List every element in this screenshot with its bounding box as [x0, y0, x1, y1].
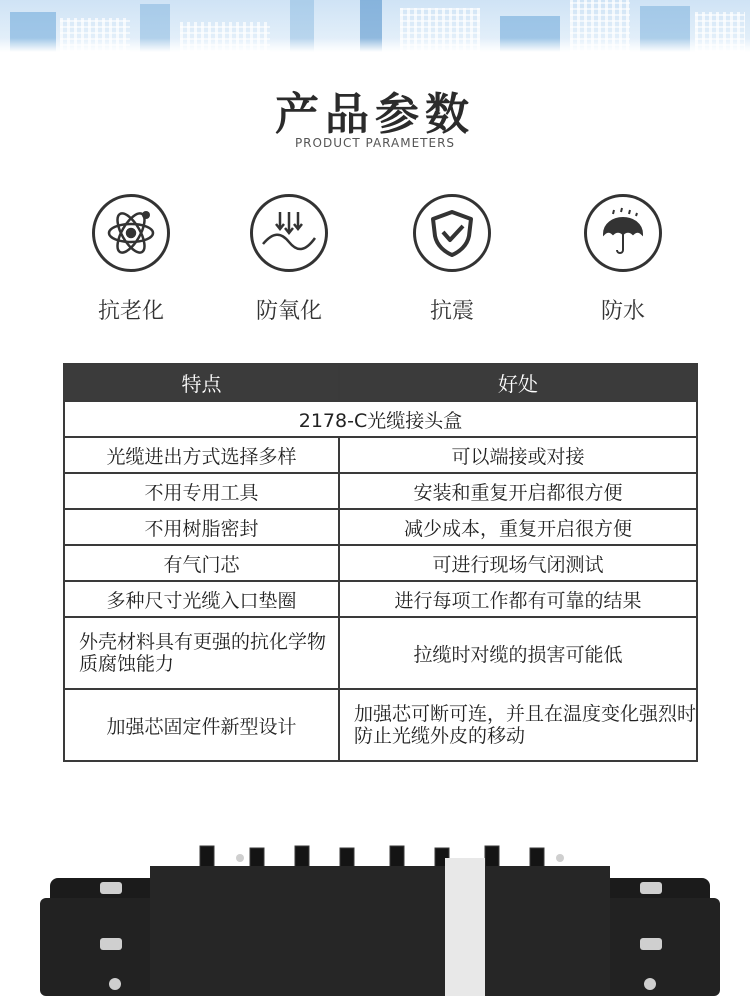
- header-banner: [0, 0, 750, 52]
- feature-cell: 不用树脂密封: [64, 509, 339, 545]
- feature-label: 抗老化: [97, 299, 164, 324]
- feature-anti-aging: [86, 194, 176, 325]
- wave-arrows-icon: [250, 194, 328, 272]
- table-model-row: [64, 401, 697, 437]
- feature-label: 防氧化: [255, 299, 322, 324]
- benefit-cell: 加强芯可断可连，并且在温度变化强烈时防止光缆外皮的移动: [339, 689, 697, 761]
- benefit-cell: 可以端接或对接: [339, 437, 697, 473]
- table-row: [64, 581, 697, 617]
- table-row: [64, 617, 697, 689]
- feature-waterproof: [578, 194, 668, 325]
- model-name: 2178-C光缆接头盒: [64, 401, 697, 437]
- column-header-benefit: 好处: [339, 364, 697, 401]
- benefit-cell: 进行每项工作都有可靠的结果: [339, 581, 697, 617]
- spec-table: [63, 363, 698, 762]
- atom-icon: [92, 194, 170, 272]
- benefit-cell: 安装和重复开启都很方便: [339, 473, 697, 509]
- table-row: [64, 473, 697, 509]
- table-row: [64, 509, 697, 545]
- product-image: [40, 838, 720, 996]
- feature-cell: 有气门芯: [64, 545, 339, 581]
- benefit-cell: 可进行现场气闭测试: [339, 545, 697, 581]
- umbrella-rain-icon: [584, 194, 662, 272]
- feature-cell: 光缆进出方式选择多样: [64, 437, 339, 473]
- shield-check-icon: [413, 194, 491, 272]
- table-row: [64, 437, 697, 473]
- column-header-feature: 特点: [64, 364, 339, 401]
- feature-anti-oxidation: [244, 194, 334, 325]
- feature-cell: 不用专用工具: [64, 473, 339, 509]
- page-subtitle: PRODUCT PARAMETERS: [294, 136, 456, 150]
- table-row: [64, 545, 697, 581]
- benefit-cell: 减少成本，重复开启很方便: [339, 509, 697, 545]
- table-header-row: [64, 364, 697, 401]
- feature-cell: 多种尺寸光缆入口垫圈: [64, 581, 339, 617]
- benefit-cell: 拉缆时对缆的损害可能低: [339, 617, 697, 689]
- feature-shock-resistant: [407, 194, 497, 325]
- feature-cell: 加强芯固定件新型设计: [64, 689, 339, 761]
- feature-cell: 外壳材料具有更强的抗化学物质腐蚀能力: [64, 617, 339, 689]
- page-title: 产品参数: [275, 89, 475, 140]
- table-row: [64, 689, 697, 761]
- feature-label: 防水: [600, 299, 645, 324]
- feature-label: 抗震: [429, 299, 474, 324]
